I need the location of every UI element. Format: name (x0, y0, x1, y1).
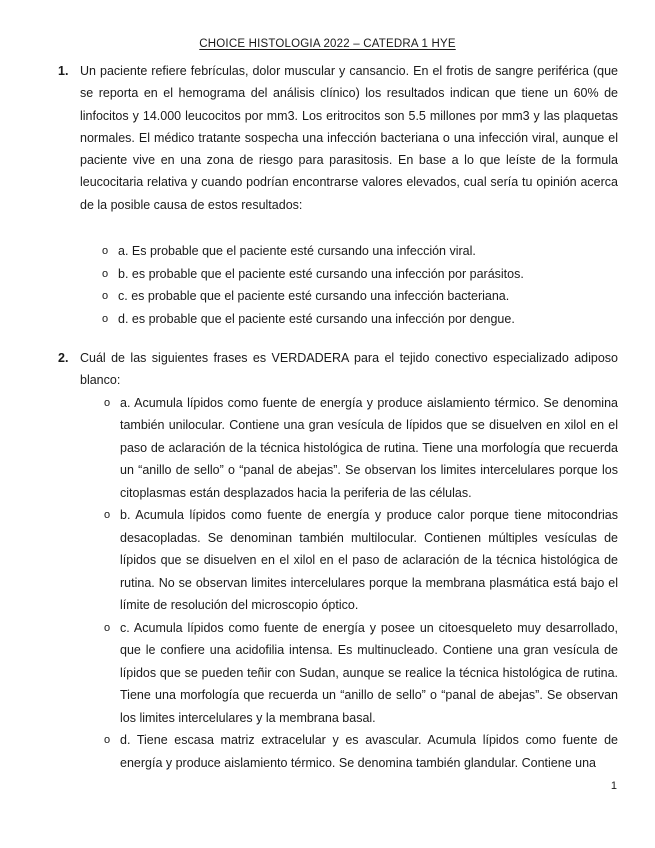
answer-option-text: c. es probable que el paciente esté cursando una infección bacteriana. (118, 289, 510, 304)
answer-option-a (102, 240, 618, 263)
bullet-icon: o (104, 621, 111, 634)
answer-option-text: b. Acumula lípidos como fuente de energía y produce calor porque tiene mitocondrias desacopladas. Se denominan también multilocular. Contienen múltiples vesículas de lípidos que se disuelven en el xilol en el paso de aclaración de la técnica histológica de rutina. No se observan limites intercelulares porque la membrana plasmática está bajo el límite de resolución del microscopio óptico. (120, 508, 618, 613)
answer-option-text: c. Acumula lípidos como fuente de energía y posee un citoesqueleto muy desarrollado, que le confiere una acidofilia intensa. Es multinucleado. Contiene una gran vesícula de lípidos que se pueden teñir con Sudan, aunque se realice la técnica histológica de rutina. Tiene una morfología que recuerda un “anillo de sello” o “panal de abejas”. Se observan los limites intercelulares y la membrana basal. (120, 620, 618, 725)
answer-option-a (104, 392, 618, 505)
question-number: 2. (58, 351, 69, 365)
answer-option-text: a. Acumula lípidos como fuente de energía y produce aislamiento térmico. Se denomina también unilocular. Contiene una gran vesícula de lípidos que se disuelven en xilol en el paso de aclaración de la técnica histológica de rutina. Tiene una morfología que recuerda un “anillo de sello” o “panal de abejas”. Se observan los limites intercelulares porque los citoplasmas están desplazados hacia la periferia de las células. (120, 395, 618, 500)
question-2 (58, 347, 618, 774)
answer-option-b (102, 263, 618, 286)
answer-option-d (102, 308, 618, 331)
question-1 (58, 60, 618, 330)
answer-options (104, 392, 618, 775)
answer-option-text: d. es probable que el paciente esté cursando una infección por dengue. (118, 311, 515, 326)
answer-option-c (102, 285, 618, 308)
bullet-icon: o (102, 290, 109, 303)
bullet-icon: o (104, 396, 111, 409)
answer-options (102, 240, 618, 330)
document-title: CHOICE HISTOLOGIA 2022 – CATEDRA 1 HYE (199, 38, 456, 50)
page-number: 1 (610, 780, 617, 792)
bullet-icon: o (102, 267, 109, 280)
bullet-icon: o (102, 312, 109, 325)
question-number: 1. (58, 64, 69, 78)
answer-option-text: d. Tiene escasa matriz extracelular y es avascular. Acumula lípidos como fuente de energía y produce aislamiento térmico. Se denomina también glandular. Contiene una (120, 733, 618, 770)
bullet-icon: o (104, 509, 111, 522)
answer-option-b (104, 504, 618, 617)
question-text: Un paciente refiere febrículas, dolor muscular y cansancio. En el frotis de sangre periférica (que se reporta en el hemograma del análisis clínico) los resultados indican que tiene un 60% de linfocitos y 14.000 leucocitos por mm3. Los eritrocitos son 5.5 millones por mm3 y las plaquetas normales. El médico tratante sospecha una infección bacteriana o una infección viral, aunque el paciente vive en una zona de riesgo para parasitosis. En base a lo que leíste de la formula leucocitaria relativa y cuando podrían encontrarse valores elevados, cual sería tu opinión acerca de la posible causa de estos resultados: (80, 64, 618, 212)
bullet-icon: o (104, 734, 111, 747)
bullet-icon: o (102, 245, 109, 258)
answer-option-text: a. Es probable que el paciente esté cursando una infección viral. (118, 244, 476, 259)
answer-option-c (104, 617, 618, 730)
answer-option-text: b. es probable que el paciente esté cursando una infección por parásitos. (118, 266, 524, 281)
question-text: Cuál de las siguientes frases es VERDADERA para el tejido conectivo especializado adiposo blanco: (80, 351, 618, 388)
answer-option-d (104, 729, 618, 774)
